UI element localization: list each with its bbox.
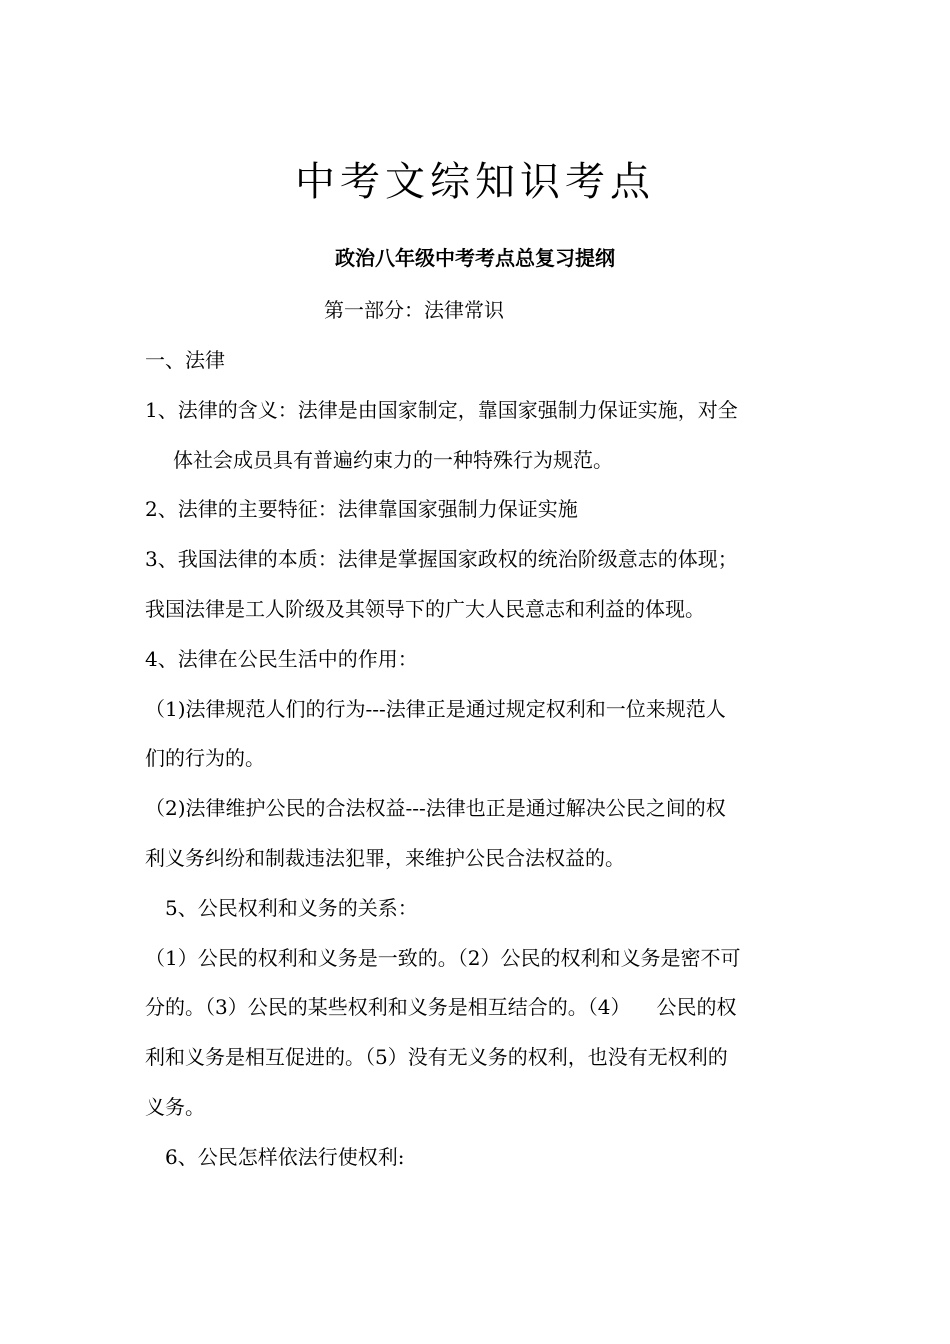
text-line: 义务。 [145, 1095, 205, 1119]
text-line: 我国法律是工人阶级及其领导下的广大人民意志和利益的体现。 [145, 597, 705, 621]
text-line: （1)法律规范人们的行为---法律正是通过规定权利和一位来规范人 [145, 697, 726, 721]
document-subtitle: 政治八年级中考考点总复习提纲 [335, 246, 615, 270]
text-line: 5、公民权利和义务的关系： [165, 896, 418, 920]
text-segment: 分的。（3）公民的某些权利和义务是相互结合的。（4） [145, 995, 631, 1019]
text-line: 利和义务是相互促进的。（5）没有无义务的权利，也没有无权利的 [145, 1045, 728, 1069]
text-segment: 公民的权 [656, 995, 737, 1019]
section-heading: 一、法律 [145, 348, 225, 372]
text-line: 6、公民怎样依法行使权利: [165, 1145, 405, 1169]
text-line: 2、法律的主要特征：法律靠国家强制力保证实施 [145, 497, 578, 521]
text-line: 3、我国法律的本质：法律是掌握国家政权的统治阶级意志的体现； [145, 547, 738, 571]
text-line: 利义务纠纷和制裁违法犯罪，来维护公民合法权益的。 [145, 846, 625, 870]
text-line: （1）公民的权利和义务是一致的。（2）公民的权利和义务是密不可 [145, 946, 741, 970]
text-line: 们的行为的。 [145, 746, 265, 770]
text-line: （2)法律维护公民的合法权益---法律也正是通过解决公民之间的权 [145, 796, 726, 820]
text-line: 体社会成员具有普遍约束力的一种特殊行为规范。 [173, 448, 613, 472]
text-line [145, 991, 736, 1023]
text-line: 4、法律在公民生活中的作用： [145, 647, 418, 671]
part-heading: 第一部分：法律常识 [324, 298, 504, 322]
document-title: 中考文综知识考点 [295, 159, 655, 205]
text-line: 1、法律的含义：法律是由国家制定，靠国家强制力保证实施，对全 [145, 398, 738, 422]
